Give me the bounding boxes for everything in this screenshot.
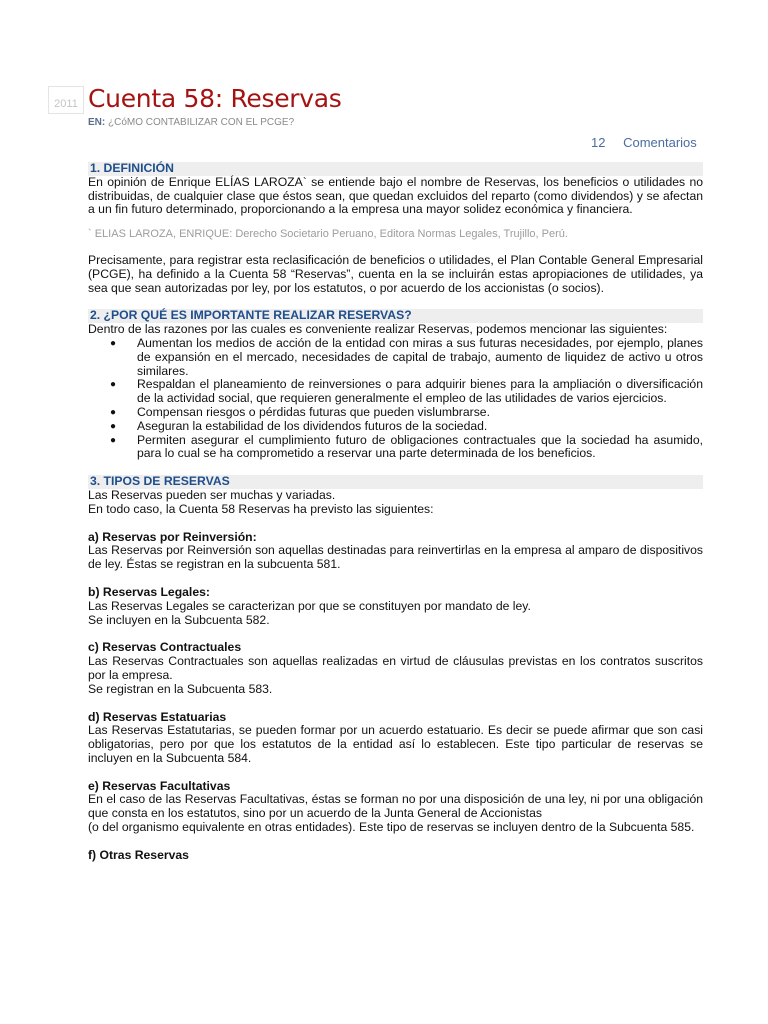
comments-count: 12 bbox=[591, 135, 606, 150]
list-item-text: Aseguran la estabilidad de los dividendos futuros de la sociedad. bbox=[137, 418, 488, 433]
list-item-text: Permiten asegurar el cumplimiento futuro de obligaciones contractuales que la sociedad ha asumido, para lo cual se ha comprometido a reservar una parte determinada de los beneficios. bbox=[137, 432, 703, 461]
category-label: EN: bbox=[88, 117, 106, 128]
types-intro-1: Las Reservas pueden ser muchas y variadas. bbox=[88, 487, 336, 502]
section-heading-tipos: 3. TIPOS DE RESERVAS bbox=[88, 475, 703, 489]
category-link[interactable]: ¿CóMO CONTABILIZAR CON EL PCGE? bbox=[108, 117, 295, 128]
bullet-icon: ● bbox=[110, 434, 117, 446]
bullet-icon: ● bbox=[110, 337, 117, 349]
subheading-reinversion: a) Reservas por Reinversión: bbox=[88, 529, 257, 544]
subheading-contractuales: c) Reservas Contractuales bbox=[88, 640, 242, 655]
bullet-icon: ● bbox=[110, 420, 117, 432]
post-year-badge: 2011 bbox=[48, 86, 84, 114]
list-item bbox=[88, 434, 703, 462]
contractuales-text-2: Se registran en la Subcuenta 583. bbox=[88, 681, 273, 696]
contractuales-text-1: Las Reservas Contractuales son aquellas realizadas en virtud de cláusulas previstas en los contratos suscritos por la empresa. bbox=[88, 654, 703, 682]
subheading-legales: b) Reservas Legales: bbox=[88, 584, 210, 599]
reasons-intro: Dentro de las razones por las cuales es conveniente realizar Reservas, podemos mencionar las siguientes: bbox=[88, 322, 668, 337]
estatuarias-text: Las Reservas Estatutarias, se pueden formar por un acuerdo estatuario. Es decir se puede afirmar que son casi obligatorias, pero por que los estatutos de la entidad así lo establecen. Este tipo particular de reservas se incluyen en la Subcuenta 584. bbox=[88, 723, 703, 765]
section-heading-importancia: 2. ¿POR QUÉ ES IMPORTANTE REALIZAR RESERVAS? bbox=[88, 309, 703, 323]
definition-paragraph: En opinión de Enrique ELÍAS LAROZA` se entiende bajo el nombre de Reservas, los beneficios o utilidades no distribuidas, de cualquier clase que éstos sean, que quedan excluidos del reparto (como dividendos) y se afectan a un fin futuro determinado, proporcionando a la empresa una mayor solidez económica y financiera. bbox=[88, 174, 703, 217]
facultativas-text-2: (o del organismo equivalente en otras entidades). Este tipo de reservas se incluyen dentro de la Subcuenta 585. bbox=[88, 820, 695, 835]
subheading-facultativas: e) Reservas Facultativas bbox=[88, 778, 231, 793]
list-item bbox=[88, 378, 703, 406]
reasons-list bbox=[88, 337, 703, 461]
list-item bbox=[88, 420, 703, 434]
post-category[interactable] bbox=[88, 117, 294, 128]
article-body bbox=[88, 162, 703, 863]
types-intro-2: En todo caso, la Cuenta 58 Reservas ha previsto las siguientes: bbox=[88, 501, 434, 516]
facultativas-text-1: En el caso de las Reservas Facultativas, éstas se forman no por una disposición de una ley, ni por una obligación que consta en los estatutos, sino por un acuerdo de la Junta General de Accionistas bbox=[88, 792, 703, 821]
list-item bbox=[88, 337, 703, 378]
list-item bbox=[88, 406, 703, 420]
legales-text-1: Las Reservas Legales se caracterizan por que se constituyen por mandato de ley. bbox=[88, 598, 531, 613]
comments-link[interactable] bbox=[591, 135, 697, 150]
list-item-text: Aumentan los medios de acción de la entidad con miras a sus futuras necesidades, por ejemplo, planes de expansión en el mercado, necesidades de capital de trabajo, aumento de liquidez de activo u otros similares. bbox=[137, 335, 703, 378]
comments-label: Comentarios bbox=[623, 135, 697, 150]
bullet-icon: ● bbox=[110, 406, 117, 418]
subheading-otras: f) Otras Reservas bbox=[88, 847, 189, 862]
pcge-paragraph: Precisamente, para registrar esta reclasificación de beneficios o utilidades, el Plan Contable General Empresarial (PCGE), ha definido a la Cuenta 58 “Reservas”, cuenta en la se incluirán estas apropiaciones de utilidades, ya sea que sean autorizadas por ley, por los estatutos, o por acuerdo de los accionistas (o socios). bbox=[88, 252, 703, 295]
footnote: ` ELIAS LAROZA, ENRIQUE: Derecho Societario Peruano, Editora Normas Legales, Trujillo, Perú. bbox=[88, 228, 568, 241]
page-title: Cuenta 58: Reservas bbox=[88, 84, 342, 113]
list-item-text: Compensan riesgos o pérdidas futuras que pueden vislumbrarse. bbox=[137, 404, 490, 419]
subheading-estatuarias: d) Reservas Estatuarias bbox=[88, 709, 227, 724]
reinversion-text: Las Reservas por Reinversión son aquellas destinadas para reinvertirlas en la empresa al amparo de dispositivos de ley. Éstas se registran en la subcuenta 581. bbox=[88, 543, 703, 572]
section-heading-definicion: 1. DEFINICIÓN bbox=[88, 162, 703, 176]
legales-text-2: Se incluyen en la Subcuenta 582. bbox=[88, 612, 270, 627]
bullet-icon: ● bbox=[110, 379, 117, 391]
list-item-text: Respaldan el planeamiento de reinversiones o para adquirir bienes para la ampliación o diversificación de la actividad social, que requieren generalmente el empleo de las utilidades de varios ejercicios. bbox=[137, 377, 703, 406]
